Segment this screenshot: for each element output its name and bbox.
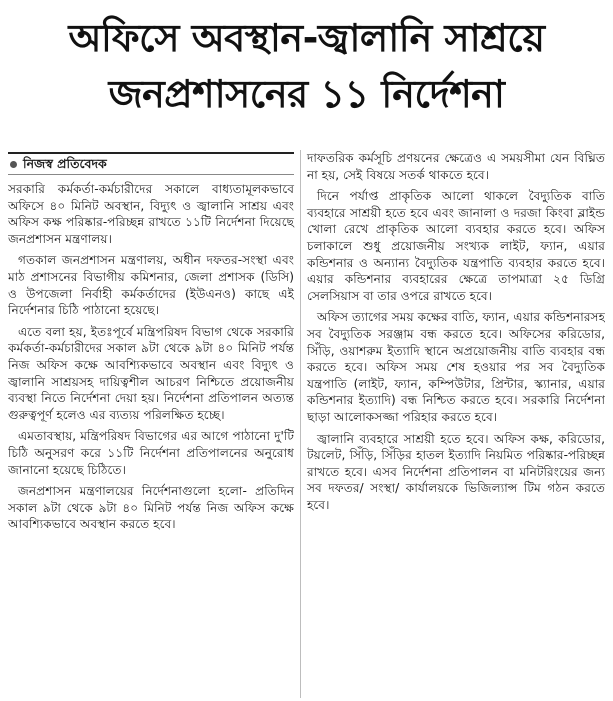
headline	[0, 0, 613, 136]
paragraph: গতকাল জনপ্রশাসন মন্ত্রণালয়, অধীন দফতর-সংস্থা এবং মাঠ প্রশাসনের বিভাগীয় কমিশনার, জেলা প্রশাসক (ডিসি) ও উপজেলা নির্বাহী কর্মকর্তাদের (ইউএনও) কাছে এই নির্দেশনার চিঠি পাঠানো হয়েছে।	[8, 253, 294, 318]
paragraph: এমতাবস্থায়, মন্ত্রিপরিষদ বিভাগের এর আগে পাঠানো দু'টি চিঠি অনুসরণ করে ১১টি নির্দেশনা প্রতিপালনের অনুরোধ জানানো হয়েছে চিঠিতে।	[8, 429, 294, 477]
headline-line-2: জনপ্রশাসনের ১১ নির্দেশনা	[108, 72, 505, 116]
article-body	[8, 150, 605, 698]
byline	[8, 152, 294, 175]
byline-text: নিজস্ব প্রতিবেদক	[23, 156, 107, 171]
headline-line-1: অফিসে অবস্থান-জ্বালানি সাশ্রয়ে	[68, 16, 545, 60]
paragraph: এতে বলা হয়, ইতঃপূর্বে মন্ত্রিপরিষদ বিভাগ থেকে সরকারি কর্মকর্তা-কর্মচারীদের সকাল ৯টা থেকে ৯টা ৪০ মিনিট পর্যন্ত নিজ অফিস কক্ষে আবশ্যিকভাবে অবস্থান এবং বিদ্যুৎ ও জ্বালানি সাশ্রয়সহ দায়িত্বশীল আচরণ নিশ্চিতে প্রয়োজনীয় ব্যবস্থা নিতে নির্দেশনা দেয়া হয়। নির্দেশনা প্রতিপালন অত্যন্ত গুরুত্বপূর্ণ হলেও এর ব্যত্যয় পরিলক্ষিত হচ্ছে।	[8, 324, 294, 422]
paragraph: অফিস ত্যাগের সময় কক্ষের বাতি, ফ্যান, এয়ার কন্ডিশনারসহ সব বৈদ্যুতিক সরঞ্জাম বন্ধ করতে হবে। অফিসের করিডোর, সিঁড়ি, ওয়াশরুম ইত্যাদি স্থানে অপ্রয়োজনীয় বাতি ব্যবহার বন্ধ করতে হবে। অফিস সময় শেষ হওয়ার পর সব বৈদ্যুতিক যন্ত্রপাতি (লাইট, ফ্যান, কম্পিউটার, প্রিন্টার, স্ক্যানার, এয়ার কন্ডিশনার ইত্যাদি) বন্ধ নিশ্চিত করতে হবে। সরকারি নির্দেশনা ছাড়া আলোকসজ্জা পরিহার করতে হবে।	[307, 310, 605, 424]
paragraph: সরকারি কর্মকর্তা-কর্মচারীদের সকালে বাধ্যতামূলকভাবে অফিসে ৪০ মিনিট অবস্থান, বিদ্যুৎ ও জ্বালানি সাশ্রয় এবং অফিস কক্ষ পরিষ্কার-পরিচ্ছন্ন রাখতে ১১টি নির্দেশনা দিয়েছে জনপ্রশাসন মন্ত্রণালয়।	[8, 182, 294, 246]
paragraph: দাফতরিক কর্মসূচি প্রণয়নের ক্ষেত্রেও এ সময়সীমা যেন বিঘ্নিত না হয়, সেই বিষয়ে সতর্ক থাকতে হবে।	[307, 151, 605, 182]
left-column	[8, 150, 301, 698]
paragraph: জ্বালানি ব্যবহারে সাশ্রয়ী হতে হবে। অফিস কক্ষ, করিডোর, টয়লেট, সিঁড়ি, সিঁড়ির হাতল ইত্যাদি নিয়মিত পরিষ্কার-পরিচ্ছন্ন রাখতে হবে। এসব নির্দেশনা প্রতিপালন বা মনিটরিংয়ের জন্য সব দফতর/ সংস্থা/ কার্যালয়কে ভিজিল্যান্স টিম গঠন করতে হবে।	[307, 431, 605, 512]
bullet-icon	[10, 161, 17, 168]
paragraph: দিনে পর্যাপ্ত প্রাকৃতিক আলো থাকলে বৈদ্যুতিক বাতি ব্যবহারে সাশ্রয়ী হতে হবে এবং জানালা ও দরজা কিংবা ব্লাইন্ড খোলা রেখে প্রাকৃতিক আলো ব্যবহার করতে হবে। অফিস চলাকালে শুধু প্রয়োজনীয় সংখ্যক লাইট, ফ্যান, এয়ার কন্ডিশনার ও অন্যান্য বৈদ্যুতিক যন্ত্রপাতি ব্যবহার করতে হবে। এয়ার কন্ডিশনার ব্যবহারের ক্ষেত্রে তাপমাত্রা ২৫ ডিগ্রি সেলসিয়াস বা তার ওপরে রাখতে হবে।	[307, 189, 605, 303]
paragraph: জনপ্রশাসন মন্ত্রণালয়ের নির্দেশনাগুলো হলো- প্রতিদিন সকাল ৯টা থেকে ৯টা ৪০ মিনিট পর্যন্ত নিজ অফিস কক্ষে আবশ্যিকভাবে অবস্থান করতে হবে।	[8, 484, 294, 532]
right-column	[303, 150, 605, 698]
